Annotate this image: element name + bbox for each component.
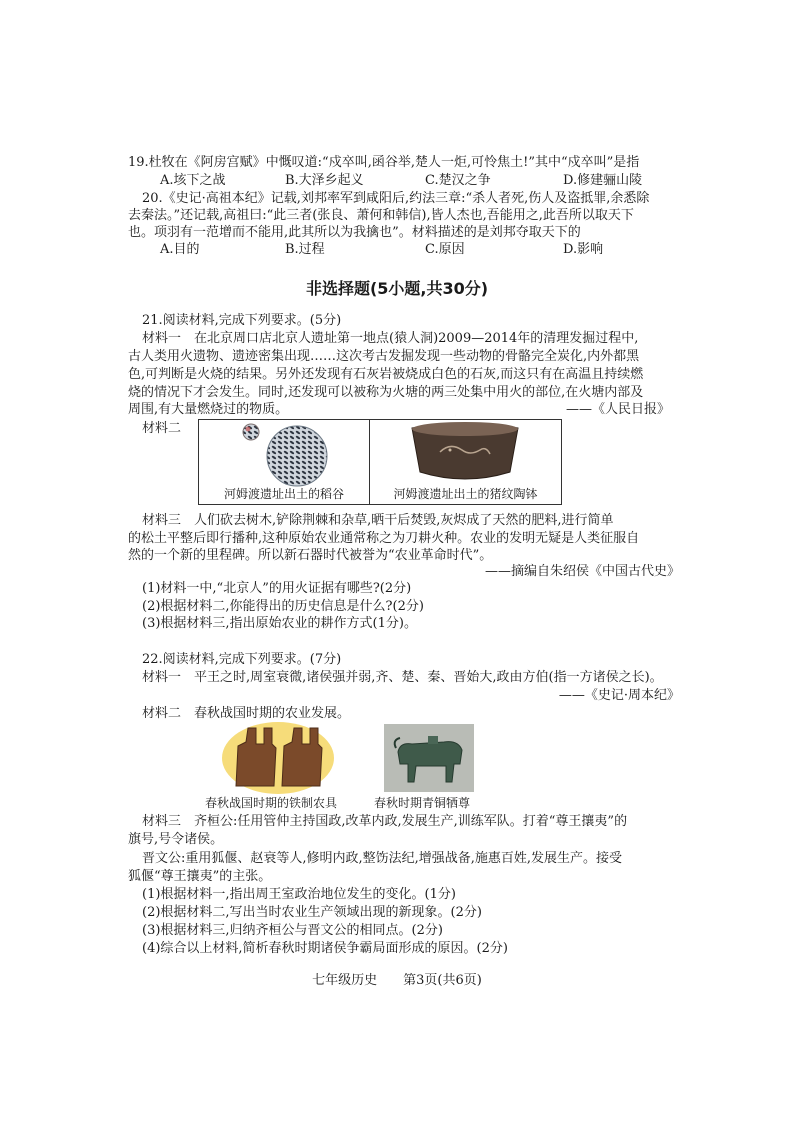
q22-m3-line4: 狐偃“尊王攘夷”的主张。 <box>128 869 272 884</box>
rice-grain-image <box>199 420 369 488</box>
q22-sub-3: (3)根据材料三,归纳齐桓公与晋文公的相同点。(2分) <box>142 923 443 938</box>
rice-grain-cell <box>199 420 370 504</box>
q22-m1-source: ——《史记·周本纪》 <box>558 688 680 703</box>
page-footer: 七年级历史 第3页(共6页) <box>312 973 482 988</box>
q22-m3-line1: 材料三 齐桓公:任用管仲主持国政,改革内政,发展生产,训练军队。打着“尊王攘夷”的 <box>142 814 628 829</box>
q20-option-c: C.原因 <box>425 242 465 257</box>
q20-line1: 20.《史记·高祖本纪》记载,刘邦率军到咸阳后,约法三章:“杀人者死,伤人及盗抵罪,余悉除 <box>142 191 650 206</box>
q19-option-d: D.修建骊山陵 <box>563 173 643 188</box>
pottery-bowl-caption: 河姆渡遗址出土的猪纹陶钵 <box>393 487 538 501</box>
q22-m1-line1: 材料一 平王之时,周室衰微,诸侯强并弱,齐、楚、秦、晋始大,政由方伯(指一方诸侯之长)。 <box>142 670 663 685</box>
pottery-bowl-cell <box>370 420 561 504</box>
q20-line2: 去秦法。”还记载,高祖曰:“此三者(张良、萧何和韩信),皆人杰也,吾能用之,此吾所以取天下 <box>128 208 634 223</box>
q21-m1-line4: 烧的情况下才会发生。同时,还发现可以被称为火塘的两三处集中用火的部位,在火塘内部及 <box>128 385 644 400</box>
q22-m3-line2: 旗号,号令诸侯。 <box>128 832 224 847</box>
q22-m3-line3: 晋文公:重用狐偃、赵衰等人,修明内政,整饬法纪,增强战备,施惠百姓,发展生产。接受 <box>142 851 623 866</box>
q22-sub-4: (4)综合以上材料,简析春秋时期诸侯争霸局面形成的原因。(2分) <box>142 941 508 956</box>
iron-tools-caption: 春秋战国时期的铁制农具 <box>205 796 338 810</box>
q21-heading: 21.阅读材料,完成下列要求。(5分) <box>142 313 342 328</box>
rice-grain-caption: 河姆渡遗址出土的稻谷 <box>223 487 344 501</box>
q21-m3-source: ——摘编自朱绍侯《中国古代史》 <box>484 564 680 579</box>
q22-sub-1: (1)根据材料一,指出周王室政治地位发生的变化。(1分) <box>142 887 456 902</box>
q21-image-table <box>198 419 562 505</box>
q22-sub-2: (2)根据材料二,写出当时农业生产领域出现的新现象。(2分) <box>142 905 482 920</box>
q21-sub-1: (1)材料一中,“北京人”的用火证据有哪些?(2分) <box>142 581 412 596</box>
q21-m1-line3: 色,可判断是火烧的结果。另外还发现有石灰岩被烧成白色的石灰,而这只有在高温且持续燃 <box>128 367 644 382</box>
q19-option-c: C.楚汉之争 <box>425 173 491 188</box>
q20-option-b: B.过程 <box>285 242 325 257</box>
iron-tools-image <box>222 720 334 794</box>
q21-m3-line2: 的松土平整后即行播种,这种原始农业通常称之为刀耕火种。农业的发明无疑是人类征服自 <box>128 531 640 546</box>
q21-m1-source: ——《人民日报》 <box>565 402 670 417</box>
q21-m3-line3: 然的一个新的里程碑。所以新石器时代被誉为“农业革命时代”。 <box>128 548 493 563</box>
q20-line3: 也。项羽有一范增而不能用,此其所以为我擒也”。材料描述的是刘邦夺取天下的 <box>128 225 581 240</box>
q21-sub-2: (2)根据材料二,你能得出的历史信息是什么?(2分) <box>142 599 424 614</box>
q20-option-d: D.影响 <box>563 242 604 257</box>
q19-option-a: A.垓下之战 <box>160 173 226 188</box>
q21-sub-3: (3)根据材料三,指出原始农业的耕作方式(1分)。 <box>142 616 417 631</box>
pottery-bowl-image <box>370 420 561 488</box>
q21-m1-line1: 材料一 在北京周口店北京人遗址第一地点(猿人洞)2009—2014年的清理发掘过程中, <box>142 331 639 346</box>
q21-m1-line2: 古人类用火遗物、遗迹密集出现……这次考古发掘发现一些动物的骨骼完全炭化,内外都黑 <box>128 349 640 364</box>
q19-stem: 19.杜牧在《阿房宫赋》中慨叹道:“戍卒叫,函谷举,楚人一炬,可怜焦土!”其中“戍卒叫”是指 <box>128 155 640 170</box>
bronze-ox-vessel-image <box>384 724 474 792</box>
q21-m2-label: 材料二 <box>142 421 182 436</box>
q21-m3-line1: 材料三 人们砍去树木,铲除荆棘和杂草,晒干后焚毁,灰烬成了天然的肥料,进行简单 <box>142 513 614 528</box>
q21-m1-line5: 周围,有大量燃烧过的物质。 <box>128 402 289 417</box>
q19-option-b: B.大泽乡起义 <box>285 173 364 188</box>
q22-m2-line: 材料二 春秋战国时期的农业发展。 <box>142 706 351 721</box>
bronze-ox-vessel-caption: 春秋时期青铜牺尊 <box>374 796 471 810</box>
q22-heading: 22.阅读材料,完成下列要求。(7分) <box>142 652 342 667</box>
q20-option-a: A.目的 <box>160 242 200 257</box>
section-title: 非选择题(5小题,共30分) <box>305 279 489 298</box>
